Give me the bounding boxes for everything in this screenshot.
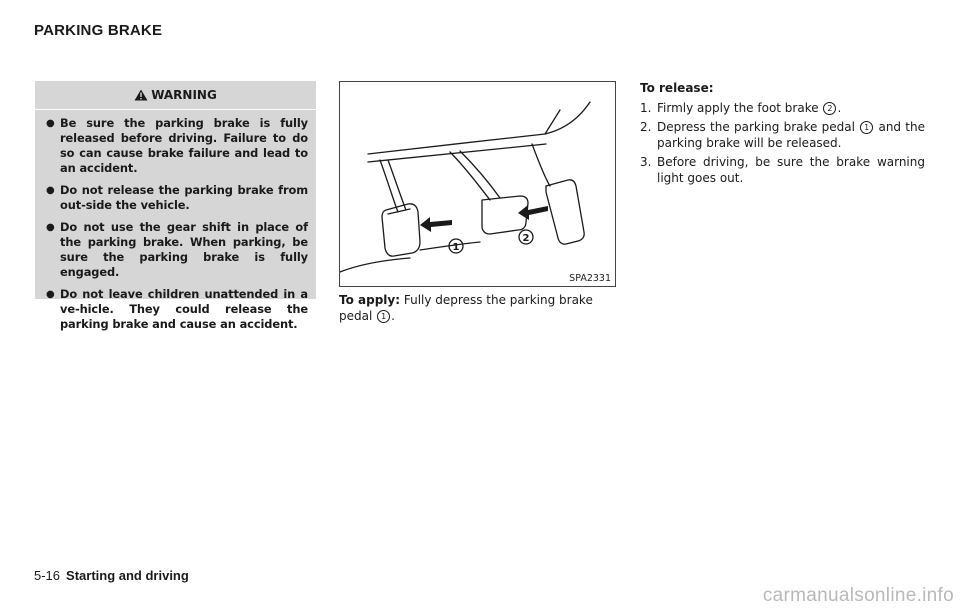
callout-ref-icon: 1 [860,121,873,134]
bullet-icon: ● [46,222,55,233]
release-instructions [640,80,925,189]
watermark: carmanualsonline.info [762,585,954,606]
bullet-icon: ● [46,185,55,196]
arrow-brake-pedal [518,205,548,220]
pedal-illustration [339,81,616,287]
release-steps [640,100,925,186]
warning-divider [35,109,316,110]
apply-text: Fully depress the parking brake pedal [339,293,593,323]
apply-label: To apply: [339,293,401,307]
release-step: 1. Firmly apply the foot brake 2 . [640,101,842,115]
pedal-drawing [340,82,615,286]
warning-heading [43,87,308,103]
figure-code: SPA2331 [569,273,611,284]
apply-instructions: To apply: Fully depress the parking brake pedal 1 . [339,293,593,323]
callout-ref-icon: 2 [823,102,836,115]
callout-1-label: 1 [452,242,460,253]
bullet-icon: ● [46,289,55,300]
chapter-title: Starting and driving [66,568,189,583]
callout-ref-icon: 1 [377,310,390,323]
page-footer [34,568,189,583]
callout-2-label: 2 [522,233,530,244]
warning-item: ● Do not leave children unattended in a ve-hicle. They could release the parking brake and cause an accident. [46,287,308,331]
release-title: To release: [640,81,714,95]
section-title: PARKING BRAKE [34,22,163,39]
warning-item: ● Do not use the gear shift in place of the parking brake. When parking, be sure the parking brake is fully engaged. [46,220,308,279]
warning-heading-text: WARNING [151,88,217,102]
release-step: 2. Depress the parking brake pedal 1 and the parking brake will be released. [640,120,925,150]
warning-item: ● Be sure the parking brake is fully released before driving. Failure to do so can cause brake failure and lead to an accident. [46,116,308,175]
page-number: 5-16 [34,568,61,583]
bullet-icon: ● [46,118,55,129]
warning-list [43,116,308,332]
warning-box [35,81,316,331]
release-step: 3. Before driving, be sure the brake warning light goes out. [640,155,925,185]
arrow-parking-pedal [420,217,452,232]
warning-item: ● Do not release the parking brake from out-side the vehicle. [46,183,308,212]
warning-triangle-icon [134,89,148,101]
